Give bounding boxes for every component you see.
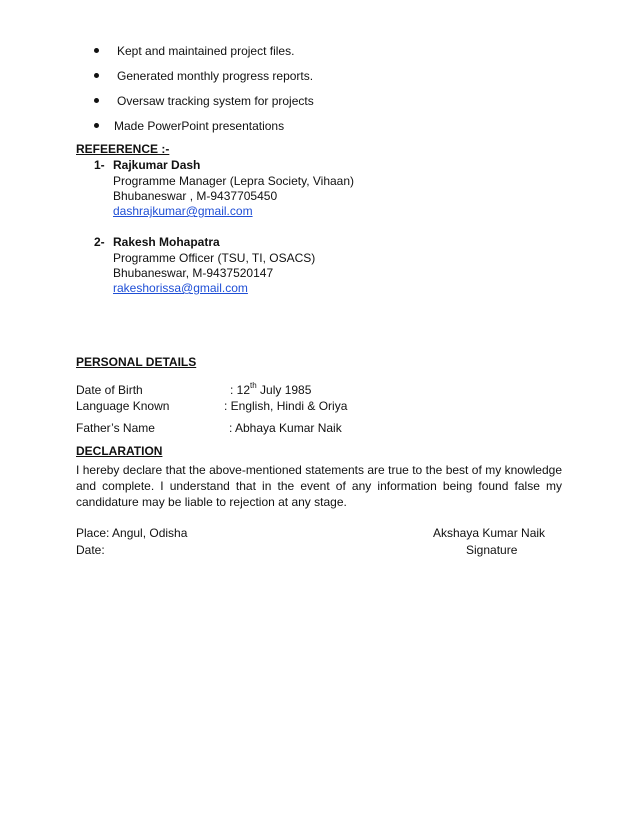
reference-number: 1- (94, 158, 105, 172)
reference-role: Programme Manager (Lepra Society, Vihaan) (113, 174, 355, 188)
dob-suffix: July 1985 (256, 383, 312, 397)
bullet-dot (94, 98, 99, 103)
reference-contact: Bhubaneswar, M-9437520147 (113, 266, 274, 280)
bullet-dot (94, 73, 99, 78)
language-value: : English, Hindi & Oriya (224, 399, 348, 413)
dob-label: Date of Birth (76, 383, 143, 397)
bullet-dot (94, 48, 99, 53)
reference-email-link[interactable]: rakeshorissa@gmail.com (113, 281, 248, 295)
dob-value (230, 381, 312, 397)
reference-name: Rajkumar Dash (113, 158, 201, 172)
reference-role: Programme Officer (TSU, TI, OSACS) (113, 251, 316, 265)
declaration-heading: DECLARATION (76, 444, 163, 458)
dob-prefix: : 12 (230, 383, 251, 397)
personal-details-heading: PERSONAL DETAILS (76, 355, 197, 369)
date-text: Date: (76, 543, 105, 557)
reference-heading: REFEERENCE :- (76, 142, 170, 156)
reference-name: Rakesh Mohapatra (113, 235, 220, 249)
signature-label: Signature (466, 543, 518, 557)
reference-email-link[interactable]: dashrajkumar@gmail.com (113, 204, 253, 218)
reference-number: 2- (94, 235, 105, 249)
bullet-dot (94, 123, 99, 128)
bullet-item: Generated monthly progress reports. (117, 69, 314, 83)
dob-ordinal: th (250, 381, 257, 390)
father-name-label: Father’s Name (76, 421, 155, 435)
place-text: Place: Angul, Odisha (76, 526, 188, 540)
declaration-text: I hereby declare that the above-mentioned statements are true to the best of my knowledge and complete. I understand that in the event of any information being found false my candidature may be liable to rejection at any stage. (76, 463, 562, 509)
applicant-name: Akshaya Kumar Naik (433, 526, 546, 540)
reference-contact: Bhubaneswar , M-9437705450 (113, 189, 278, 203)
bullet-item: Oversaw tracking system for projects (117, 94, 314, 108)
bullet-item: Kept and maintained project files. (117, 44, 295, 58)
language-label: Language Known (76, 399, 170, 413)
bullet-item: Made PowerPoint presentations (114, 119, 285, 133)
father-name-value: : Abhaya Kumar Naik (229, 421, 342, 435)
